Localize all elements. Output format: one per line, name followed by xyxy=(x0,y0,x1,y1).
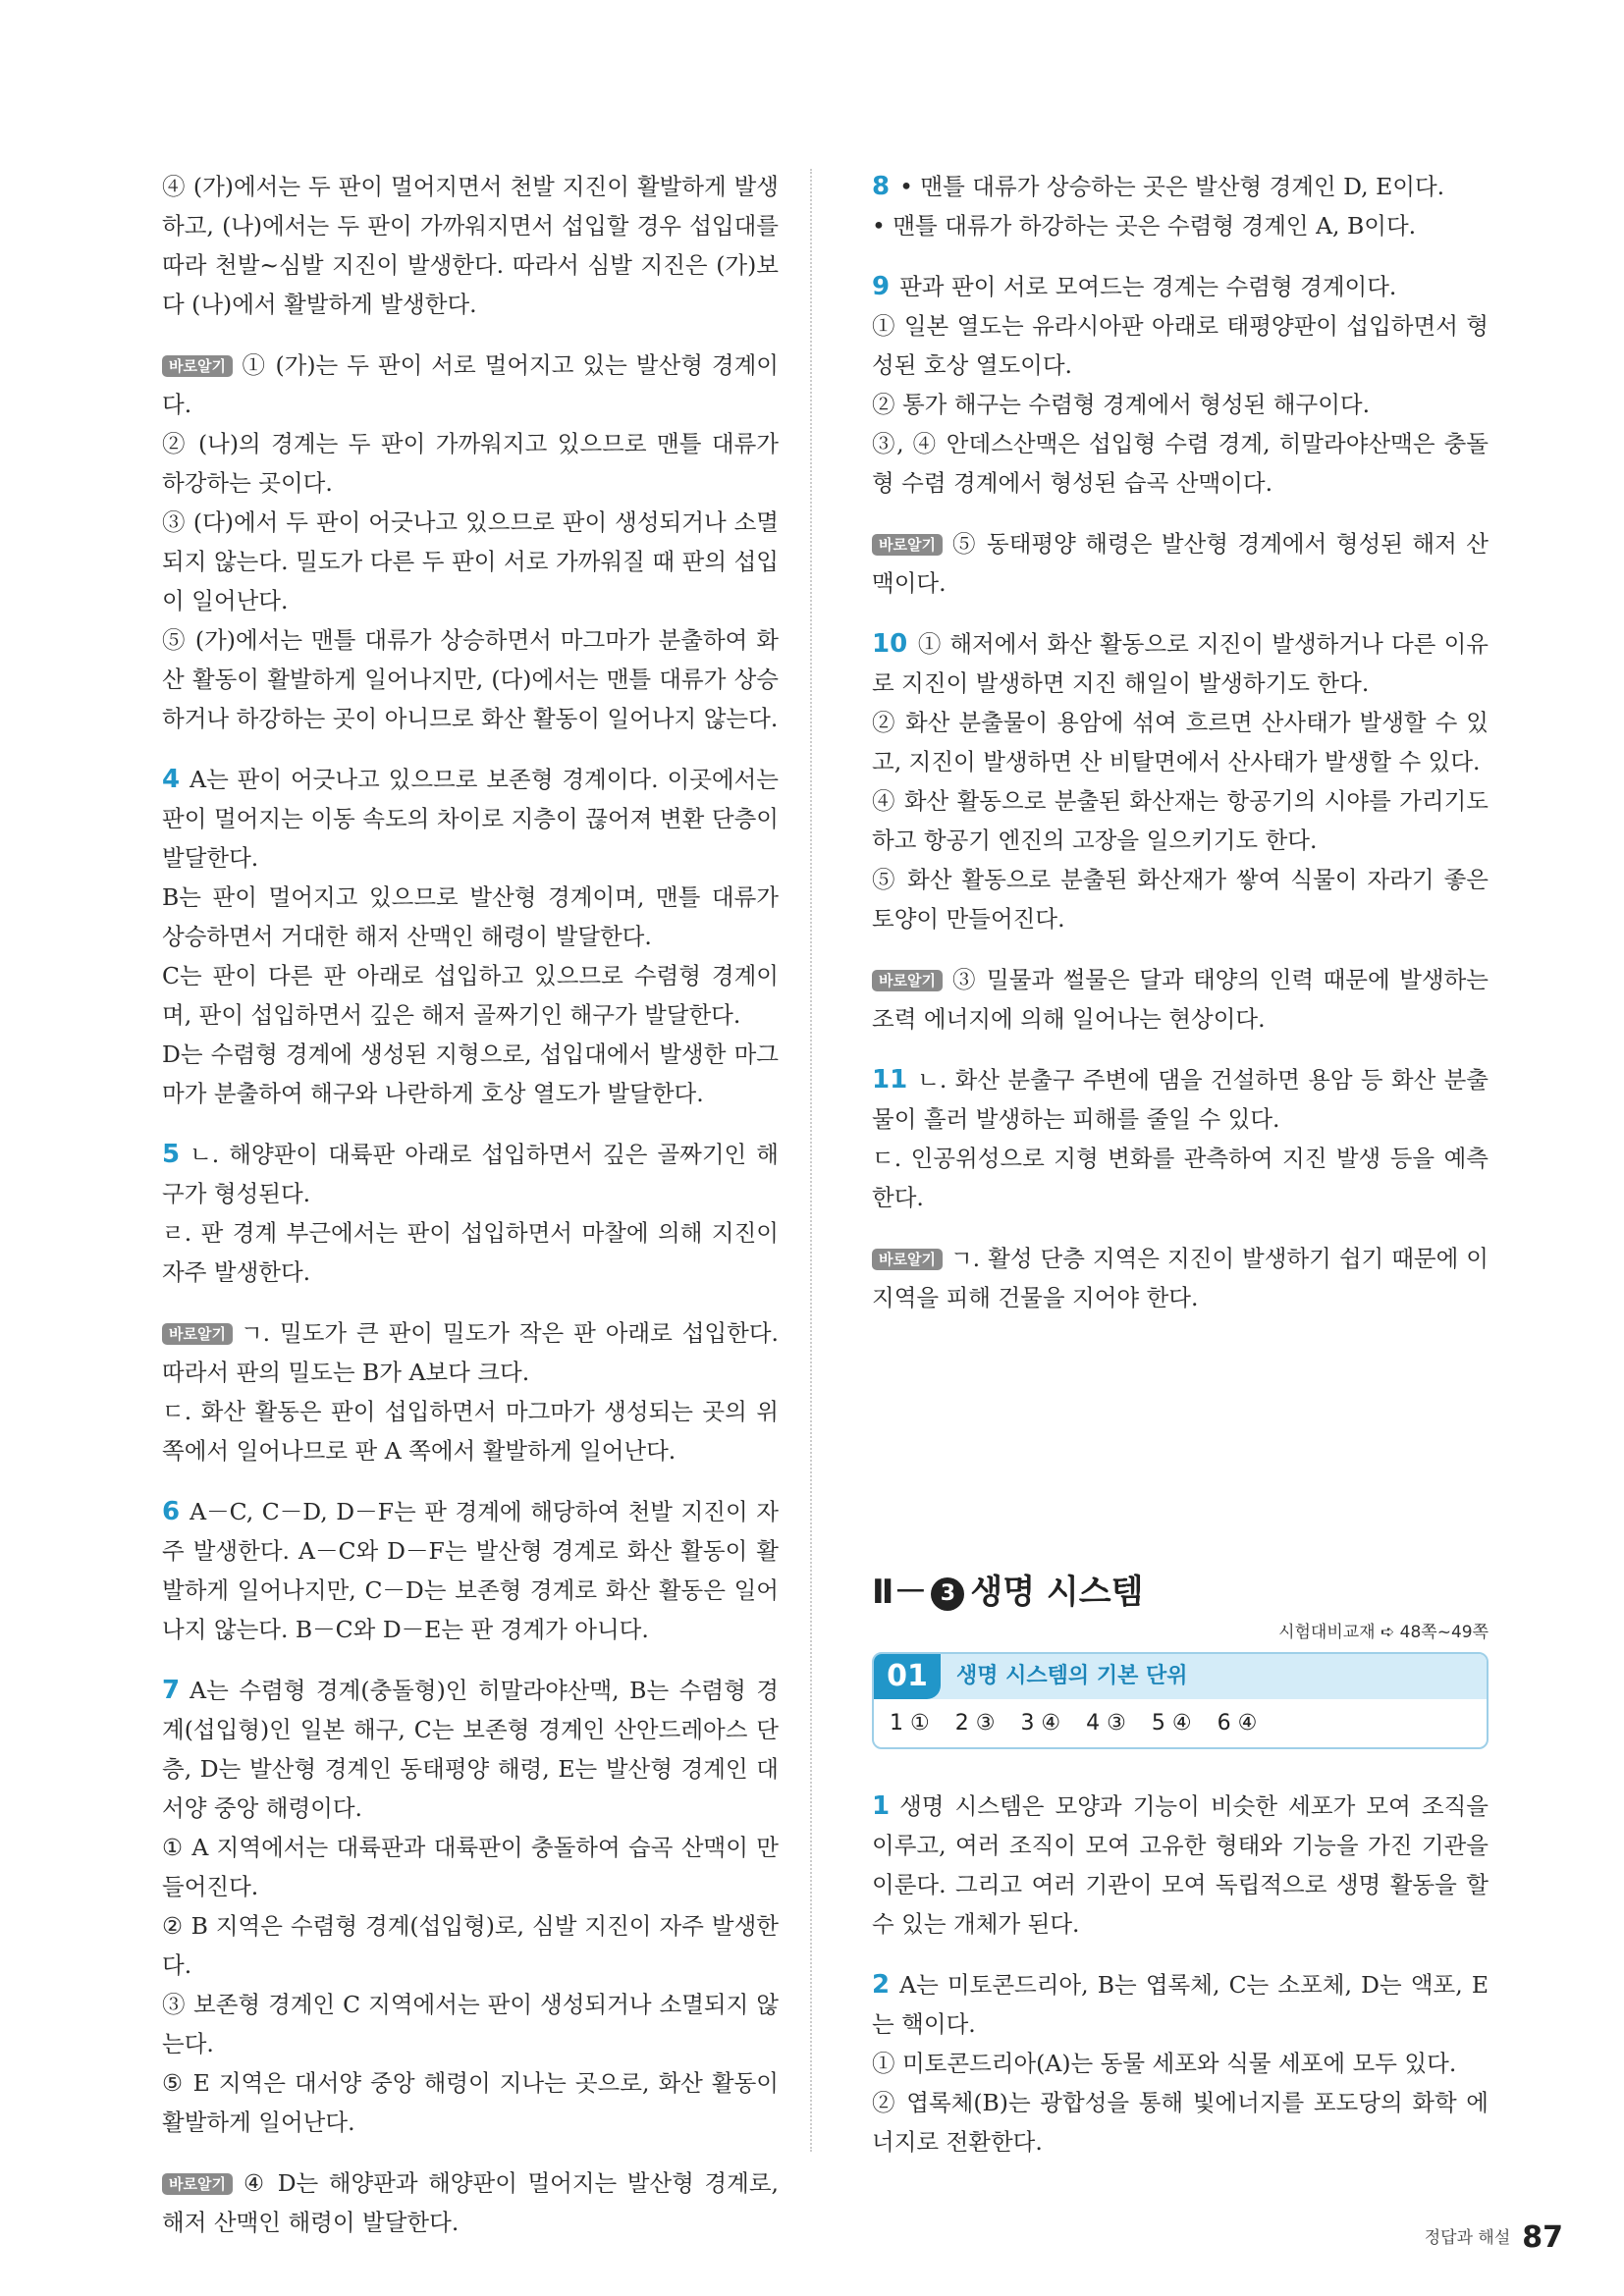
paragraph-text: D는 수렴형 경계에 생성된 지형으로, 섭입대에서 발생한 마그마가 분출하여 해구와 나란하게 호상 열도가 발달한다. xyxy=(162,1041,779,1107)
paragraph-text: ④ D는 해양판과 해양판이 멀어지는 발산형 경계로, 해저 산맥인 해령이 발달한다. xyxy=(162,2169,779,2236)
question-number: 9 xyxy=(872,272,891,301)
answer-box-title: 생명 시스템의 기본 단위 xyxy=(956,1664,1188,1688)
paragraph xyxy=(872,860,1489,938)
paragraph-text: A는 판이 어긋나고 있으므로 보존형 경계이다. 이곳에서는 판이 멀어지는 이동 속도의 차이로 지층이 끊어져 변환 단층이 발달한다. xyxy=(162,766,779,872)
question-number: 5 xyxy=(162,1140,181,1169)
answer-box-header xyxy=(874,1654,1487,1699)
paragraph-text: ② B 지역은 수렴형 경계(섭입형)로, 심발 지진이 자주 발생한다. xyxy=(162,1912,779,1979)
answer-explanation-7 xyxy=(162,1671,779,2142)
paragraph-text: A는 미토콘드리아, B는 엽록체, C는 소포체, D는 액포, E는 핵이다. xyxy=(872,1971,1489,2038)
paragraph xyxy=(872,424,1489,503)
paragraph-text: ⑤ (가)에서는 맨틀 대류가 상승하면서 마그마가 분출하여 화산 활동이 활발하게 일어나지만, (다)에서는 맨틀 대류가 상승하거나 하강하는 곳이 아니므로 화산 활동이 일어나지 않는다. xyxy=(162,626,779,732)
answer-explanation-4 xyxy=(162,760,779,1113)
paragraph xyxy=(162,1906,779,1985)
paragraph xyxy=(872,960,1489,1039)
paragraph xyxy=(872,703,1489,781)
paragraph xyxy=(872,524,1489,603)
section-circle-number: 3 xyxy=(931,1577,964,1611)
correction-note xyxy=(872,960,1489,1039)
answer-explanation-2 xyxy=(872,1965,1489,2162)
paragraph xyxy=(162,167,779,324)
paragraph-text: 생명 시스템은 모양과 기능이 비슷한 세포가 모여 조직을 이루고, 여러 조직이 모여 고유한 형태와 기능을 가진 기관을 이룬다. 그리고 여러 기관이 모여 독립적으로 생명 활동을 할 수 있는 개체가 된다. xyxy=(872,1792,1489,1938)
section-roman: Ⅱ xyxy=(872,1573,894,1612)
paragraph xyxy=(872,1139,1489,1217)
right-column xyxy=(872,167,1489,1339)
page-footer xyxy=(1425,2220,1563,2255)
answer-explanation-10 xyxy=(872,624,1489,938)
footer-label: 정답과 해설 xyxy=(1424,2228,1511,2248)
paragraph-text: ③, ④ 안데스산맥은 섭입형 수렴 경계, 히말라야산맥은 충돌형 수렴 경계에서 형성된 습곡 산맥이다. xyxy=(872,430,1489,497)
correction-note xyxy=(872,524,1489,603)
correction-badge: 바로알기 xyxy=(162,2173,233,2195)
question-number: 10 xyxy=(872,629,908,659)
paragraph-text: ④ 화산 활동으로 분출된 화산재는 항공기의 시야를 가리기도 하고 항공기 엔진의 고장을 일으키기도 한다. xyxy=(872,787,1489,854)
paragraph-text: ① 해저에서 화산 활동으로 지진이 발생하거나 다른 이유로 지진이 발생하면 지진 해일이 발생하기도 한다. xyxy=(872,630,1489,697)
paragraph-text: ① 미토콘드리아(A)는 동물 세포와 식물 세포에 모두 있다. xyxy=(872,2050,1457,2077)
paragraph xyxy=(872,167,1489,206)
question-number: 2 xyxy=(872,1970,891,2000)
section-header xyxy=(872,1571,1489,1749)
paragraph xyxy=(872,2044,1489,2083)
correction-badge: 바로알기 xyxy=(872,970,943,991)
paragraph-text: A－C, C－D, D－F는 판 경계에 해당하여 천발 지진이 자주 발생한다. A－C와 D－F는 발산형 경계로 화산 활동이 활발하게 일어나지만, C－D는 보존형 경계로 화산 활동은 일어나지 않는다. B－C와 D－E는 판 경계가 아니다. xyxy=(162,1498,779,1643)
correction-note xyxy=(162,346,779,738)
paragraph-text: ⑤ E 지역은 대서양 중앙 해령이 지나는 곳으로, 화산 활동이 활발하게 일어난다. xyxy=(162,2069,779,2136)
question-number: 4 xyxy=(162,765,181,794)
paragraph-text: ③ (다)에서 두 판이 어긋나고 있으므로 판이 생성되거나 소멸되지 않는다. 밀도가 다른 두 판이 서로 가까워질 때 판의 섭입이 일어난다. xyxy=(162,508,779,614)
paragraph xyxy=(162,1828,779,1906)
question-number: 1 xyxy=(872,1791,891,1821)
paragraph-text: ③ 보존형 경계인 C 지역에서는 판이 생성되거나 소멸되지 않는다. xyxy=(162,1991,779,2057)
paragraph xyxy=(872,1060,1489,1139)
paragraph-text: B는 판이 멀어지고 있으므로 발산형 경계이며, 맨틀 대류가 상승하면서 거대한 해저 산맥인 해령이 발달한다. xyxy=(162,883,779,950)
section-dash: － xyxy=(893,1573,928,1612)
paragraph xyxy=(872,267,1489,306)
paragraph-text: ㄹ. 판 경계 부근에서는 판이 섭입하면서 마찰에 의해 지진이 자주 발생한다. xyxy=(162,1219,779,1286)
paragraph xyxy=(162,503,779,620)
paragraph-text: C는 판이 다른 판 아래로 섭입하고 있으므로 수렴형 경계이며, 판이 섭입하면서 깊은 해저 골짜기인 해구가 발달한다. xyxy=(162,962,779,1029)
paragraph-text: 판과 판이 서로 모여드는 경계는 수렴형 경계이다. xyxy=(899,273,1397,300)
paragraph-text: A는 수렴형 경계(충돌형)인 히말라야산맥, B는 수렴형 경계(섭입형)인 일본 해구, C는 보존형 경계인 산안드레아스 단층, D는 발산형 경계인 동태평양 해령, E는 발산형 경계인 대서양 중앙 해령이다. xyxy=(162,1677,779,1822)
paragraph-text: ㄱ. 밀도가 큰 판이 밀도가 작은 판 아래로 섭입한다. 따라서 판의 밀도는 B가 A보다 크다. xyxy=(162,1319,779,1386)
answer-box xyxy=(872,1652,1489,1749)
paragraph-text: ⑤ 화산 활동으로 분출된 화산재가 쌓여 식물이 자라기 좋은 토양이 만들어진다. xyxy=(872,866,1489,933)
paragraph xyxy=(162,1985,779,2063)
paragraph-text: ② (나)의 경계는 두 판이 가까워지고 있으므로 맨틀 대류가 하강하는 곳이다. xyxy=(162,430,779,497)
paragraph xyxy=(162,760,779,878)
paragraph xyxy=(162,1213,779,1292)
paragraph-text: ㄷ. 화산 활동은 판이 섭입하면서 마그마가 생성되는 곳의 위쪽에서 일어나므로 판 A 쪽에서 활발하게 일어난다. xyxy=(162,1398,779,1465)
paragraph-text: ㄴ. 해양판이 대륙판 아래로 섭입하면서 깊은 골짜기인 해구가 형성된다. xyxy=(162,1141,779,1207)
section-body xyxy=(872,1787,1489,2183)
paragraph xyxy=(162,1392,779,1470)
paragraph xyxy=(162,1671,779,1828)
paragraph xyxy=(162,1313,779,1392)
paragraph-text: ㄷ. 인공위성으로 지형 변화를 관측하여 지진 발생 등을 예측한다. xyxy=(872,1145,1489,1211)
paragraph xyxy=(162,1135,779,1213)
paragraph xyxy=(162,346,779,424)
question-number: 6 xyxy=(162,1497,181,1526)
correction-badge: 바로알기 xyxy=(872,1249,943,1270)
correction-note xyxy=(162,2163,779,2242)
question-number: 8 xyxy=(872,172,891,201)
paragraph-text: ⑤ 동태평양 해령은 발산형 경계에서 형성된 해저 산맥이다. xyxy=(872,530,1489,597)
paragraph xyxy=(162,2063,779,2142)
answer-explanation-8 xyxy=(872,167,1489,245)
paragraph-text: • 맨틀 대류가 하강하는 곳은 수렴형 경계인 A, B이다. xyxy=(872,212,1417,240)
left-column xyxy=(162,167,779,2264)
page-number: 87 xyxy=(1522,2220,1563,2255)
paragraph xyxy=(872,2083,1489,2162)
paragraph xyxy=(162,2163,779,2242)
paragraph xyxy=(872,781,1489,860)
paragraph-text: ② 엽록체(B)는 광합성을 통해 빛에너지를 포도당의 화학 에너지로 전환한다. xyxy=(872,2089,1489,2156)
answer-item: 4 ③ xyxy=(1086,1711,1126,1735)
answer-explanation-6 xyxy=(162,1492,779,1649)
paragraph xyxy=(162,620,779,738)
paragraph-text: ㄴ. 화산 분출구 주변에 댐을 건설하면 용암 등 화산 분출물이 흘러 발생하는 피해를 줄일 수 있다. xyxy=(872,1066,1489,1133)
paragraph-text: ④ (가)에서는 두 판이 멀어지면서 천발 지진이 활발하게 발생하고, (나)에서는 두 판이 가까워지면서 섭입할 경우 섭입대를 따라 천발~심발 지진이 발생한다. 따라서 심발 지진은 (가)보다 (나)에서 활발하게 발생한다. xyxy=(162,173,779,318)
paragraph xyxy=(872,1965,1489,2044)
answer-explanation-1 xyxy=(872,1787,1489,1944)
paragraph-text: • 맨틀 대류가 상승하는 곳은 발산형 경계인 D, E이다. xyxy=(899,173,1445,200)
answer-item: 1 ① xyxy=(890,1711,930,1735)
correction-badge: 바로알기 xyxy=(872,534,943,556)
correction-note xyxy=(872,1239,1489,1317)
paragraph-text: ① A 지역에서는 대륙판과 대륙판이 충돌하여 습곡 산맥이 만들어진다. xyxy=(162,1834,779,1900)
answer-item: 2 ③ xyxy=(954,1711,996,1735)
answer-list xyxy=(874,1699,1487,1747)
paragraph xyxy=(162,424,779,503)
paragraph xyxy=(872,206,1489,245)
paragraph-text: ㄱ. 활성 단층 지역은 지진이 발생하기 쉽기 때문에 이 지역을 피해 건물을 지어야 한다. xyxy=(872,1245,1489,1311)
paragraph-text: ① (가)는 두 판이 서로 멀어지고 있는 발산형 경계이다. xyxy=(162,351,779,418)
answer-item: 5 ④ xyxy=(1151,1711,1192,1735)
paragraph xyxy=(162,1492,779,1649)
answer-box-number: 01 xyxy=(874,1654,941,1699)
correction-badge: 바로알기 xyxy=(162,355,233,377)
answer-item: 3 ④ xyxy=(1020,1711,1061,1735)
section-title-text: 생명 시스템 xyxy=(970,1573,1144,1612)
question-number: 11 xyxy=(872,1065,908,1095)
paragraph-text: ② 통가 해구는 수렴형 경계에서 형성된 해구이다. xyxy=(872,391,1371,418)
answer-explanation-11 xyxy=(872,1060,1489,1217)
paragraph-text: ③ 밀물과 썰물은 달과 태양의 인력 때문에 발생하는 조력 에너지에 의해 일어나는 현상이다. xyxy=(872,966,1489,1033)
correction-badge: 바로알기 xyxy=(162,1323,233,1345)
correction-note xyxy=(162,1313,779,1470)
paragraph xyxy=(162,878,779,956)
paragraph xyxy=(872,385,1489,424)
section-title xyxy=(872,1571,1489,1614)
text-block xyxy=(162,167,779,324)
paragraph xyxy=(872,624,1489,703)
answer-explanation-5 xyxy=(162,1135,779,1292)
paragraph-text: ① 일본 열도는 유라시아판 아래로 태평양판이 섭입하면서 형성된 호상 열도이다. xyxy=(872,312,1489,379)
question-number: 7 xyxy=(162,1676,181,1705)
paragraph xyxy=(872,1239,1489,1317)
paragraph xyxy=(162,1035,779,1113)
paragraph-text: ② 화산 분출물이 용암에 섞여 흐르면 산사태가 발생할 수 있고, 지진이 발생하면 산 비탈면에서 산사태가 발생할 수 있다. xyxy=(872,709,1489,775)
paragraph xyxy=(162,956,779,1035)
answer-explanation-9 xyxy=(872,267,1489,503)
column-divider xyxy=(810,169,812,2152)
paragraph xyxy=(872,1787,1489,1944)
section-reference: 시험대비교재 ➪ 48쪽~49쪽 xyxy=(1278,1623,1489,1642)
answer-item: 6 ④ xyxy=(1217,1711,1258,1735)
paragraph xyxy=(872,306,1489,385)
